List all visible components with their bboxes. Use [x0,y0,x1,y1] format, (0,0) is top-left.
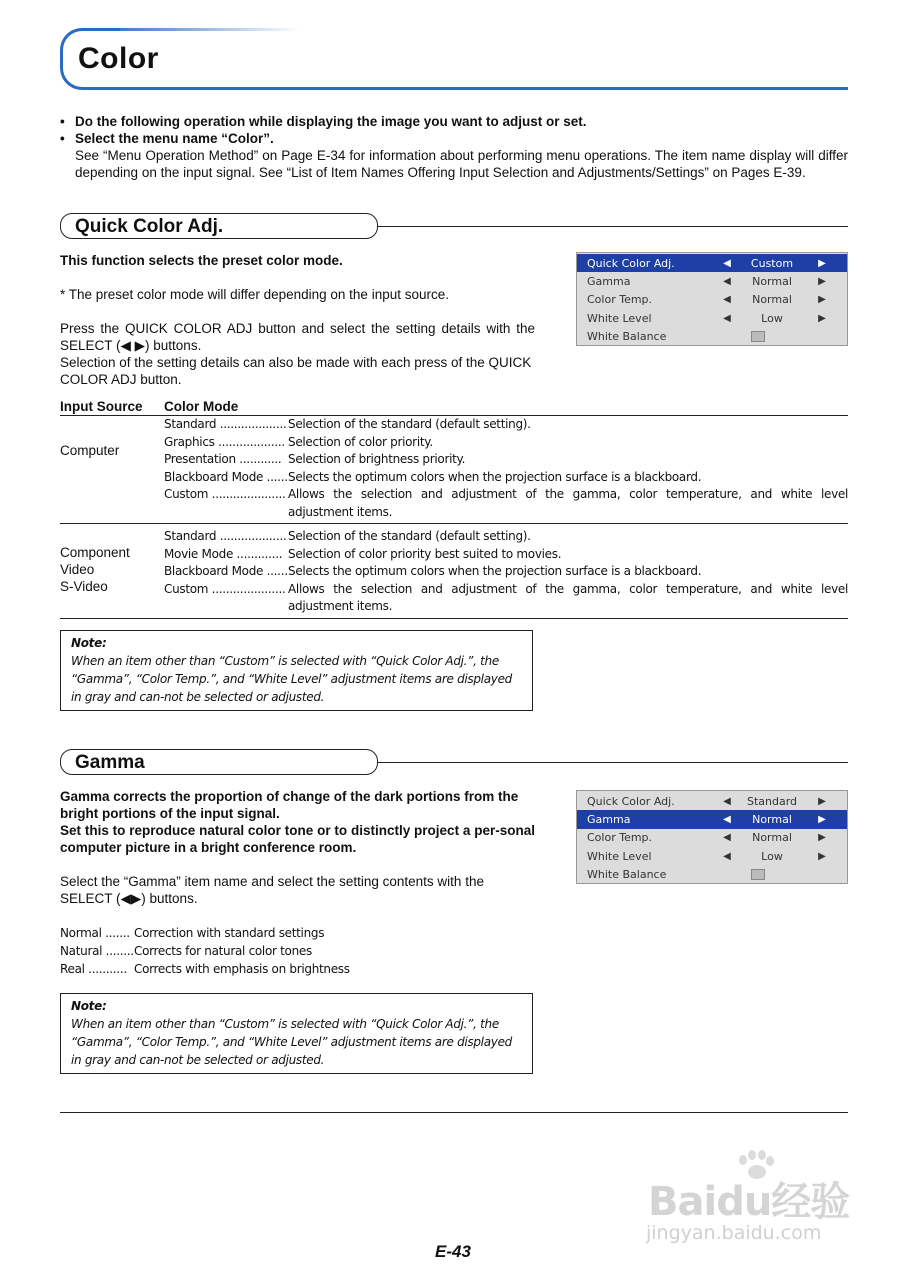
option-description: Corrects for natural color tones [134,944,312,958]
table-source-s-video: S-Video [60,579,108,594]
note-text: When an item other than “Custom” is selected with “Quick Color Adj.”, the “Gamma”, “Color Temp.”, and “White Level” adjustment items are displayed in gray and can-not be selected or adjusted. [71,654,512,704]
left-arrow-icon: ◀ [723,832,731,844]
right-arrow-icon: ▶ [818,850,826,862]
section-quick-color-heading [60,213,848,239]
osd-row-white-balance [577,327,847,345]
option-description: Corrects with emphasis on brightness [134,962,350,976]
osd-row-value: Standard [746,794,798,808]
table-source-video: Video [60,562,95,577]
quick-color-instruction-1: Press the QUICK COLOR ADJ button and select the setting details with the SELECT (◀ ▶) buttons. [60,321,535,353]
intro-block: • Do the following operation while displaying the image you want to adjust or set. • Select the menu name “Color”. See “Menu Operation Method” on Page E-34 for information about performing menu operations. The item name display will differ depending on the input signal. See “List of Item Names Offering Input Selection and Adjustments/Settings” on Pages E-39. [60,114,848,180]
mode-description: Selection of color priority. [288,434,433,449]
osd-row-value: Custom [750,256,794,270]
gamma-lead-1: Gamma corrects the proportion of change of the dark portions from the bright portions of the input signal. [60,789,519,821]
table-row [60,528,848,546]
mode-name: Standard ................... [164,529,287,543]
mode-name: Standard ................... [164,417,287,431]
table-source-computer: Computer [60,443,120,458]
mode-name: Custom ..................... [164,581,286,596]
left-arrow-icon: ◀ [723,850,731,862]
osd-row-quick-color-adj [577,254,847,272]
osd-row-label: Color Temp. [587,293,653,307]
gamma-options-list [60,924,350,978]
table-row [60,563,848,581]
osd-row-label: Gamma [587,274,631,288]
table-row [60,469,848,487]
section-heading-text: Quick Color Adj. [75,216,224,237]
mode-name: Blackboard Mode ...... [164,469,288,484]
table-row [60,486,848,521]
list-item [60,960,350,978]
section-heading-rule [378,226,848,227]
gamma-description [60,788,535,907]
list-item [60,924,350,942]
right-arrow-icon: ▶ [818,257,826,269]
mode-description: Selection of color priority best suited to movies. [288,546,562,561]
table-row [60,581,848,616]
mode-name: Presentation ............ [164,452,282,466]
osd-row-value: Low [761,311,783,325]
page-bottom-rule [60,1112,848,1113]
title-frame-top-line [100,28,300,31]
left-arrow-icon: ◀ [723,813,731,825]
osd-row-gamma [577,272,847,290]
mode-description: Allows the selection and adjustment of the gamma, color temperature, and white level adjustment items. [288,487,848,519]
quick-color-instruction-2: Selection of the setting details can also be made with each press of the QUICK COLOR ADJ button. [60,355,532,387]
intro-bullet-2: Select the menu name “Color”. [75,131,274,146]
enter-icon [751,869,765,880]
table-source-video-group [60,544,130,595]
osd-row-value: Normal [752,812,792,826]
color-mode-table [60,398,848,619]
quick-color-description [60,252,535,388]
section-heading-rule [378,762,848,763]
note-box-quick-color [60,630,533,711]
quick-color-lead: This function selects the preset color mode. [60,253,343,268]
intro-bullet-1: Do the following operation while displaying the image you want to adjust or set. [75,114,587,129]
page-title-frame [60,28,848,90]
mode-name: Graphics ................... [164,434,285,449]
osd-row-label: Quick Color Adj. [587,256,675,270]
right-arrow-icon: ▶ [818,312,826,324]
section-heading-pill [60,749,378,775]
osd-row-label: White Level [587,311,652,325]
right-arrow-icon: ▶ [818,795,826,807]
table-row [60,416,848,434]
gamma-lead-2: Set this to reproduce natural color tone or to distinctly project a per-sonal computer picture in a bright conference room. [60,823,535,855]
option-description: Correction with standard settings [134,926,325,940]
osd-row-value: Low [761,849,783,863]
left-arrow-icon: ◀ [723,294,731,306]
left-arrow-icon: ◀ [723,795,731,807]
table-row [60,546,848,564]
osd-row-color-temp [577,829,847,847]
intro-detail: See “Menu Operation Method” on Page E-34 for information about performing menu operations. The item name display will differ depending on the input signal. See “List of Item Names Offering Input Selection and Adjustments/Settings” on Pages E-39. [75,148,848,180]
note-text: When an item other than “Custom” is selected with “Quick Color Adj.”, the “Gamma”, “Color Temp.”, and “White Level” adjustment items are displayed in gray and can-not be selected or adjusted. [71,1017,512,1067]
page-number: E-43 [435,1242,471,1261]
osd-row-white-level [577,309,847,327]
osd-row-value: Normal [752,293,792,307]
mode-description: Selection of the standard (default setting). [288,417,531,431]
table-group-video [60,524,848,619]
table-header-color-mode: Color Mode [164,399,239,414]
gamma-instruction: Select the “Gamma” item name and select the setting contents with the SELECT (◀▶) buttons. [60,874,484,906]
osd-row-label: White Level [587,849,652,863]
osd-menu-quick-color [576,252,848,346]
table-header-input-source: Input Source [60,399,143,414]
section-heading-pill [60,213,378,239]
quick-color-star-note: * The preset color mode will differ depending on the input source. [60,287,449,302]
osd-row-label: Gamma [587,812,631,826]
osd-row-white-level [577,847,847,865]
mode-name: Movie Mode ............. [164,546,283,561]
osd-row-value: Normal [752,831,792,845]
right-arrow-icon: ▶ [818,275,826,287]
osd-row-label: White Balance [587,867,667,881]
osd-row-label: White Balance [587,329,667,343]
mode-name: Blackboard Mode ...... [164,564,288,578]
table-group-computer [60,416,848,524]
mode-description: Selects the optimum colors when the projection surface is a blackboard. [288,469,702,484]
right-arrow-icon: ▶ [818,813,826,825]
table-row [60,434,848,452]
osd-row-white-balance [577,865,847,883]
osd-row-color-temp [577,291,847,309]
section-heading-text: Gamma [75,752,145,773]
left-arrow-icon: ◀ [723,275,731,287]
enter-icon [751,331,765,342]
left-arrow-icon: ◀ [723,312,731,324]
left-arrow-icon: ◀ [723,257,731,269]
title-frame-bottom-line [100,87,848,90]
right-arrow-icon: ▶ [818,294,826,306]
watermark-url: jingyan.baidu.com [646,1222,822,1244]
mode-description: Selects the optimum colors when the projection surface is a blackboard. [288,564,702,578]
baidu-watermark [640,1150,860,1250]
table-source-component: Component [60,545,130,560]
note-box-gamma [60,993,533,1074]
note-title: Note: [71,999,107,1013]
osd-row-label: Quick Color Adj. [587,794,675,808]
option-name: Normal ....... [60,926,130,940]
option-name: Natural ........ [60,944,134,958]
osd-row-gamma [577,810,847,828]
mode-description: Selection of brightness priority. [288,452,466,466]
mode-name: Custom ..................... [164,487,286,501]
table-header [60,398,848,416]
page-title: Color [78,42,159,75]
osd-row-label: Color Temp. [587,831,653,845]
osd-row-value: Normal [752,274,792,288]
osd-row-quick-color-adj [577,792,847,810]
list-item [60,942,350,960]
table-row [60,451,848,469]
osd-menu-gamma [576,790,848,884]
right-arrow-icon: ▶ [818,832,826,844]
watermark-logo: Baidu经验 [648,1179,850,1225]
mode-description: Allows the selection and adjustment of the gamma, color temperature, and white level adjustment items. [288,581,848,613]
option-name: Real ........... [60,962,127,976]
note-title: Note: [71,636,107,650]
mode-description: Selection of the standard (default setting). [288,529,531,543]
section-gamma-heading [60,749,848,775]
